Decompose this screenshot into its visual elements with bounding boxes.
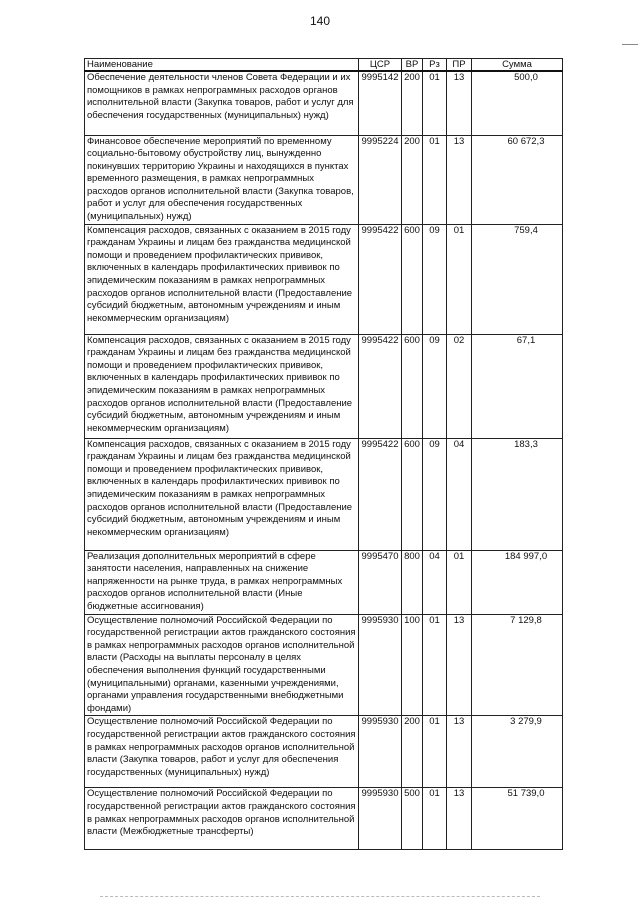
row-vr: 200 xyxy=(402,716,423,788)
row-name: Обеспечение деятельности членов Совета Федерации и их помощников в рамках непрограммных расходов органов исполнительной власти (Закупка товаров, работ и услуг для обеспечения государственных (муниципальных) нужд) xyxy=(85,71,359,135)
table-row xyxy=(85,788,563,850)
row-rz: 01 xyxy=(423,614,447,716)
row-pr: 13 xyxy=(447,788,472,850)
row-sum: 51 739,0 xyxy=(472,788,563,850)
scan-edge-mark xyxy=(622,44,638,45)
row-name: Реализация дополнительных мероприятий в сфере занятости населения, направленных на снижение напряженности на рынке труда, в рамках непрограммных расходов органов исполнительной власти (Иные бюджетные ассигнования) xyxy=(85,550,359,614)
row-name: Финансовое обеспечение мероприятий по временному социально-бытовому обустройству лиц, вынужденно покинувших территорию Украины и находящихся в пунктах временного размещения, в рамках непрограммных расходов органов исполнительной власти (Закупка товаров, работ и услуг для обеспечения государственных (муниципальных) нужд) xyxy=(85,135,359,224)
row-rz: 01 xyxy=(423,135,447,224)
row-rz: 01 xyxy=(423,716,447,788)
row-sum: 183,3 xyxy=(472,438,563,550)
row-vr: 200 xyxy=(402,71,423,135)
header-name: Наименование xyxy=(85,59,359,72)
table-row xyxy=(85,135,563,224)
row-vr: 200 xyxy=(402,135,423,224)
table-row xyxy=(85,614,563,716)
row-name: Компенсация расходов, связанных с оказанием в 2015 году гражданам Украины и лицам без гражданства медицинской помощи и проведением профилактических прививок, включенных в календарь профилактических прививок по эпидемическим показаниям в рамках непрограммных расходов органов исполнительной власти (Предоставление субсидий бюджетным, автономным учреждениям и иным некоммерческим организациям) xyxy=(85,334,359,438)
row-rz: 01 xyxy=(423,788,447,850)
row-csr: 9995422 xyxy=(359,224,402,334)
table-row xyxy=(85,438,563,550)
row-csr: 9995422 xyxy=(359,334,402,438)
row-pr: 13 xyxy=(447,614,472,716)
row-rz: 09 xyxy=(423,224,447,334)
page-number: 140 xyxy=(309,14,331,28)
header-vr: ВР xyxy=(402,59,423,72)
row-vr: 100 xyxy=(402,614,423,716)
table-row xyxy=(85,71,563,135)
row-pr: 01 xyxy=(447,224,472,334)
row-csr: 9995930 xyxy=(359,716,402,788)
row-name: Компенсация расходов, связанных с оказанием в 2015 году гражданам Украины и лицам без гражданства медицинской помощи и проведением профилактических прививок, включенных в календарь профилактических прививок по эпидемическим показаниям в рамках непрограммных расходов органов исполнительной власти (Предоставление субсидий бюджетным, автономным учреждениям и иным некоммерческим организациям) xyxy=(85,438,359,550)
row-pr: 13 xyxy=(447,716,472,788)
table-header-row xyxy=(85,59,563,72)
row-vr: 600 xyxy=(402,334,423,438)
row-name: Осуществление полномочий Российской Федерации по государственной регистрации актов гражданского состояния в рамках непрограммных расходов органов исполнительной власти (Закупка товаров, работ и услуг для обеспечения государственных (муниципальных) нужд) xyxy=(85,716,359,788)
row-sum: 7 129,8 xyxy=(472,614,563,716)
header-pr: ПР xyxy=(447,59,472,72)
row-csr: 9995930 xyxy=(359,614,402,716)
budget-table xyxy=(84,58,563,850)
row-sum: 184 997,0 xyxy=(472,550,563,614)
header-sum: Сумма xyxy=(472,59,563,72)
row-rz: 09 xyxy=(423,334,447,438)
row-vr: 600 xyxy=(402,224,423,334)
row-sum: 3 279,9 xyxy=(472,716,563,788)
scan-artifact-line xyxy=(100,896,540,898)
table-row xyxy=(85,334,563,438)
row-pr: 04 xyxy=(447,438,472,550)
row-csr: 9995142 xyxy=(359,71,402,135)
row-csr: 9995224 xyxy=(359,135,402,224)
row-name: Осуществление полномочий Российской Федерации по государственной регистрации актов гражданского состояния в рамках непрограммных расходов органов исполнительной власти (Межбюджетные трансферты) xyxy=(85,788,359,850)
row-sum: 67,1 xyxy=(472,334,563,438)
row-name: Осуществление полномочий Российской Федерации по государственной регистрации актов гражданского состояния в рамках непрограммных расходов органов исполнительной власти (Расходы на выплаты персоналу в целях обеспечения выполнения функций государственными (муниципальными) органами, казенными учреждениями, органами управления государственными внебюджетными фондами) xyxy=(85,614,359,716)
row-sum: 60 672,3 xyxy=(472,135,563,224)
table-row xyxy=(85,224,563,334)
row-sum: 759,4 xyxy=(472,224,563,334)
row-csr: 9995422 xyxy=(359,438,402,550)
row-pr: 02 xyxy=(447,334,472,438)
row-name: Компенсация расходов, связанных с оказанием в 2015 году гражданам Украины и лицам без гражданства медицинской помощи и проведением профилактических прививок, включенных в календарь профилактических прививок по эпидемическим показаниям в рамках непрограммных расходов органов исполнительной власти (Предоставление субсидий бюджетным, автономным учреждениям и иным некоммерческим организациям) xyxy=(85,224,359,334)
row-sum: 500,0 xyxy=(472,71,563,135)
row-vr: 600 xyxy=(402,438,423,550)
row-vr: 800 xyxy=(402,550,423,614)
table-row xyxy=(85,550,563,614)
row-pr: 13 xyxy=(447,71,472,135)
row-csr: 9995470 xyxy=(359,550,402,614)
table-row xyxy=(85,716,563,788)
header-rz: Рз xyxy=(423,59,447,72)
row-rz: 04 xyxy=(423,550,447,614)
row-rz: 09 xyxy=(423,438,447,550)
row-rz: 01 xyxy=(423,71,447,135)
row-pr: 13 xyxy=(447,135,472,224)
row-csr: 9995930 xyxy=(359,788,402,850)
row-vr: 500 xyxy=(402,788,423,850)
header-csr: ЦСР xyxy=(359,59,402,72)
row-pr: 01 xyxy=(447,550,472,614)
